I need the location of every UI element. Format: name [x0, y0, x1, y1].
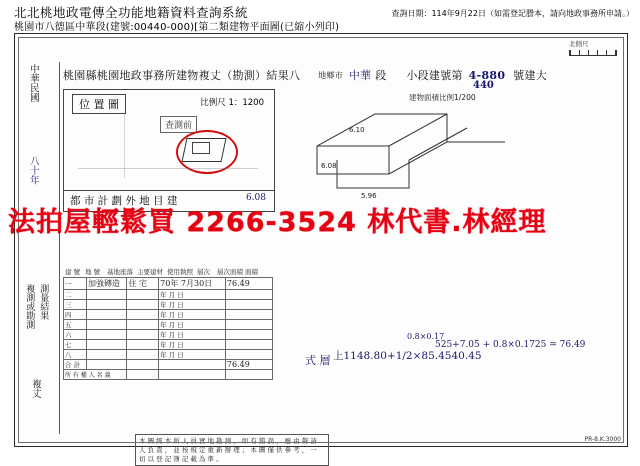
building-elevation-sketch — [297, 92, 587, 202]
cell-use — [127, 310, 159, 320]
sub-label: 小段建號第 — [406, 69, 463, 82]
bottom-note-box: 本 圖 經 本 所 人 員 實 地 勘 測 ， 如 有 錯 誤 ， 應 由 聲 請 人 負 責 ， 並 按 規 定 重 新 辦 理 ； 本 圖 僅 供 參 考 ， 一 切 以 登 記 簿 記 載 為 準 。 — [135, 434, 329, 466]
cell-material — [86, 350, 126, 360]
cell-layer: 六 — [64, 330, 87, 340]
measurement-table — [63, 277, 273, 380]
section-suffix: 段 — [375, 69, 387, 82]
cell-complete-date: 70年 7月30日 — [159, 278, 226, 290]
landuse-text: 都 市 計 劃 外 地 目 建 — [70, 195, 178, 207]
cell-area — [225, 350, 272, 360]
cell-empty — [159, 370, 226, 380]
document-title — [63, 67, 583, 83]
svg-text:6.08: 6.08 — [321, 162, 337, 170]
cell-empty — [127, 370, 159, 380]
cell-complete-date: 年 月 日 — [159, 290, 226, 300]
col-header-5: 層次 — [197, 268, 210, 276]
section-value: 中華 — [348, 69, 372, 82]
vertical-text-survey-kind: 複測或勘測 — [24, 284, 35, 329]
cell-empty — [86, 360, 126, 370]
vertical-text-year: 八十年 — [27, 156, 39, 185]
col-header-6: 層次面積 — [217, 268, 243, 276]
query-date-note: 查詢日期：114年9月22日（如需登記謄本，請向地政事務所申請。） — [391, 9, 634, 18]
map-line — [78, 168, 258, 169]
cell-complete-date: 年 月 日 — [159, 310, 226, 320]
col-header-1: 地 號 — [85, 268, 101, 276]
col-header-4: 使用執照 — [167, 268, 193, 276]
cell-layer: 一 — [64, 278, 87, 290]
cell-area — [225, 290, 272, 300]
col-header-0: 建 號 — [65, 268, 81, 276]
handwritten-small-note: 0.8×0.17 — [407, 332, 445, 341]
table-row — [64, 320, 273, 330]
cell-area — [225, 320, 272, 330]
elevation-svg — [297, 102, 587, 202]
section-label: 地鄉市 — [318, 71, 344, 80]
table-row — [64, 300, 273, 310]
table-row-total — [64, 360, 273, 370]
cell-complete-date: 年 月 日 — [159, 330, 226, 340]
cell-complete-date: 年 月 日 — [159, 300, 226, 310]
cell-total-area: 76.49 — [225, 360, 272, 370]
cell-area: 76.49 — [225, 278, 272, 290]
cell-complete-date: 年 月 日 — [159, 340, 226, 350]
cell-layer: 八 — [64, 350, 87, 360]
cell-empty — [127, 360, 159, 370]
table-column-headers — [63, 267, 273, 277]
cell-use — [127, 320, 159, 330]
vertical-text-survey-result: 測量結果 — [38, 284, 49, 320]
cell-use — [127, 300, 159, 310]
vertical-text-remeasure: 複丈 — [29, 379, 41, 398]
form-number: PR-8.K.3000 — [584, 436, 621, 443]
cell-area — [225, 310, 272, 320]
table-row — [64, 340, 273, 350]
cell-area — [225, 340, 272, 350]
sub-suffix: 號建大 — [513, 69, 548, 82]
cell-material — [86, 310, 126, 320]
cell-use — [127, 340, 159, 350]
system-title: 北北桃地政電傳全功能地籍資料查詢系統 — [14, 5, 249, 20]
vertical-text-roc: 中華民國 — [27, 64, 39, 102]
cell-use — [127, 350, 159, 360]
cell-area — [225, 300, 272, 310]
table-row — [64, 330, 273, 340]
elevation-scale-note: 建物面積比例1/200 — [409, 93, 476, 102]
handwritten-calc-line-2: 525+7.05 + 0.8×0.1725 = 76.49 — [435, 340, 586, 350]
cell-empty — [159, 360, 226, 370]
cell-material — [86, 330, 126, 340]
page-header — [0, 0, 640, 33]
cell-complete-date: 年 月 日 — [159, 320, 226, 330]
landuse-number: 6.08 — [245, 193, 266, 203]
cell-owner-label: 所 有 權 人 名 義 — [64, 370, 127, 380]
table-row — [64, 310, 273, 320]
svg-text:5.96: 5.96 — [361, 192, 377, 200]
col-header-3: 主要建材 — [137, 268, 163, 276]
cell-complete-date: 年 月 日 — [159, 350, 226, 360]
sub-value: 4-880 — [468, 69, 506, 82]
survey-stamp: 查測前 — [160, 116, 197, 133]
handwritten-calc-line: 上1148.80+1/2×85.4540.45 — [333, 350, 482, 362]
cell-use — [127, 330, 159, 340]
cell-material — [86, 300, 126, 310]
cell-layer: 三 — [64, 300, 87, 310]
cell-material — [86, 320, 126, 330]
table-row — [64, 290, 273, 300]
col-header-9: 面積 — [245, 268, 258, 276]
scale-ruler-bar — [569, 50, 617, 56]
sub-value-secondary: 440 — [473, 80, 494, 91]
position-diagram — [63, 89, 275, 191]
position-diagram-label: 位 置 圖 — [72, 94, 126, 114]
scale-ruler — [569, 39, 617, 56]
table-row — [64, 278, 273, 290]
cell-layer: 五 — [64, 320, 87, 330]
svg-text:6.10: 6.10 — [349, 126, 365, 134]
advert-overlay: 法拍屋輕鬆買 2266-3524 林代書.林經理 — [8, 207, 547, 238]
page-subtitle: 桃園市八德區中華段(建號:00440-000)[第二類建物平面圖(已縮小列印) — [14, 22, 340, 33]
scanned-document — [14, 33, 628, 463]
cell-material — [86, 340, 126, 350]
map-line — [124, 112, 125, 178]
position-diagram-scale: 比例尺 1：1200 — [200, 98, 264, 108]
handwritten-total-label: 式 層 — [305, 354, 331, 367]
col-header-2: 基地座落 — [107, 268, 133, 276]
document-title-main: 桃園縣桃園地政事務所建物複丈（勘測）結果八 — [63, 69, 301, 82]
table-row — [64, 350, 273, 360]
cell-area — [225, 330, 272, 340]
cell-material: 加強磚造 — [86, 278, 126, 290]
cell-use: 住 宅 — [127, 278, 159, 290]
cell-use — [127, 290, 159, 300]
table-row-owner — [64, 370, 273, 380]
cell-layer: 二 — [64, 290, 87, 300]
cell-layer: 四 — [64, 310, 87, 320]
cell-empty — [225, 370, 272, 380]
cell-layer: 七 — [64, 340, 87, 350]
cell-total-label: 合 計 — [64, 360, 87, 370]
scale-ruler-label: 北側尺 — [569, 40, 589, 48]
cell-material — [86, 290, 126, 300]
